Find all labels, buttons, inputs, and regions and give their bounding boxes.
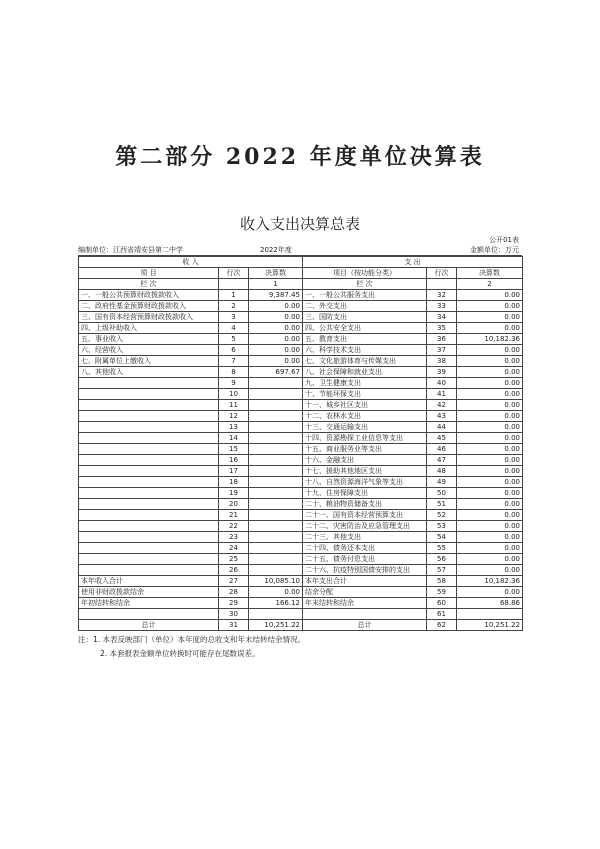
- table-row: [79, 598, 523, 609]
- expense-item: 五、教育支出: [303, 334, 427, 345]
- col-item: 项 目: [79, 268, 219, 279]
- income-item: 三、国有资本经营预算财政拨款收入: [79, 312, 219, 323]
- income-item: [79, 499, 219, 510]
- expense-amount: 0.00: [457, 411, 523, 422]
- table-row: [79, 488, 523, 499]
- income-item: 八、其他收入: [79, 367, 219, 378]
- income-amount: [249, 554, 303, 565]
- table-row: [79, 301, 523, 312]
- table-row: [79, 521, 523, 532]
- table-row: [79, 378, 523, 389]
- col-exp-row-no: 行次: [427, 268, 457, 279]
- expense-amount: 0.00: [457, 367, 523, 378]
- income-row-no: 23: [219, 532, 249, 543]
- expense-row-no: 39: [427, 367, 457, 378]
- total-income-row-no: 31: [219, 620, 249, 631]
- income-amount: [249, 378, 303, 389]
- expense-row-no: 49: [427, 477, 457, 488]
- expense-row-no: 37: [427, 345, 457, 356]
- expense-amount: 0.00: [457, 455, 523, 466]
- expense-row-no: 57: [427, 565, 457, 576]
- expense-amount: 0.00: [457, 301, 523, 312]
- table-row: [79, 290, 523, 301]
- income-row-no: 8: [219, 367, 249, 378]
- expense-header: 支 出: [303, 257, 523, 268]
- expense-row-no: 51: [427, 499, 457, 510]
- income-item: 六、经营收入: [79, 345, 219, 356]
- table-row: [79, 433, 523, 444]
- expense-item: 十四、资源勘探工业信息等支出: [303, 433, 427, 444]
- income-amount: [249, 499, 303, 510]
- income-item: 年初结转和结余: [79, 598, 219, 609]
- table-row: [79, 554, 523, 565]
- total-income-label: 总计: [79, 620, 219, 631]
- income-item: [79, 444, 219, 455]
- expense-row-no: 59: [427, 587, 457, 598]
- notes: [78, 633, 522, 661]
- table-row: [79, 323, 523, 334]
- expense-amount: [457, 609, 523, 620]
- income-amount: [249, 532, 303, 543]
- expense-item: 三、国防支出: [303, 312, 427, 323]
- expense-amount: 0.00: [457, 499, 523, 510]
- income-amount: [249, 510, 303, 521]
- expense-row-no: 38: [427, 356, 457, 367]
- expense-amount: 0.00: [457, 312, 523, 323]
- expense-item: 二十四、债务还本支出: [303, 543, 427, 554]
- expense-item: 二十六、抗疫特别国债安排的支出: [303, 565, 427, 576]
- income-item: [79, 433, 219, 444]
- income-row-no: 21: [219, 510, 249, 521]
- expense-row-no: 41: [427, 389, 457, 400]
- expense-amount: 0.00: [457, 290, 523, 301]
- total-expense-amount: 10,251.22: [457, 620, 523, 631]
- income-row-no: 27: [219, 576, 249, 587]
- income-header: 收 入: [79, 257, 303, 268]
- income-item: [79, 543, 219, 554]
- expense-row-no: 47: [427, 455, 457, 466]
- expense-item: 十六、金融支出: [303, 455, 427, 466]
- expense-row-no: 42: [427, 400, 457, 411]
- income-item: 五、事业收入: [79, 334, 219, 345]
- table-row: [79, 312, 523, 323]
- table-row: [79, 345, 523, 356]
- budget-sheet: [78, 212, 522, 661]
- expense-amount: 0.00: [457, 444, 523, 455]
- expense-amount: 0.00: [457, 565, 523, 576]
- expense-amount: 0.00: [457, 378, 523, 389]
- table-body: [79, 290, 523, 620]
- expense-item: 二十五、债务付息支出: [303, 554, 427, 565]
- money-unit: 金额单位：万元: [470, 246, 519, 254]
- expense-item: 二十二、灾害防治及应急管理支出: [303, 521, 427, 532]
- expense-amount: 0.00: [457, 400, 523, 411]
- expense-row-no: 33: [427, 301, 457, 312]
- expense-amount: 0.00: [457, 532, 523, 543]
- income-amount: [249, 521, 303, 532]
- expense-amount: 10,182.36: [457, 334, 523, 345]
- expense-amount: 0.00: [457, 543, 523, 554]
- expense-item: 十一、城乡社区支出: [303, 400, 427, 411]
- expense-row-no: 55: [427, 543, 457, 554]
- expense-row-no: 36: [427, 334, 457, 345]
- income-item: [79, 422, 219, 433]
- income-row-no: 25: [219, 554, 249, 565]
- income-row-no: 14: [219, 433, 249, 444]
- table-row: [79, 411, 523, 422]
- table-row: [79, 389, 523, 400]
- expense-row-no: 44: [427, 422, 457, 433]
- expense-row-no: 53: [427, 521, 457, 532]
- income-item: [79, 400, 219, 411]
- col-exp-amount: 决算数: [457, 268, 523, 279]
- expense-item: 八、社会保障和就业支出: [303, 367, 427, 378]
- table-row: [79, 565, 523, 576]
- table-row: [79, 587, 523, 598]
- expense-row-no: 52: [427, 510, 457, 521]
- expense-item: 四、公共安全支出: [303, 323, 427, 334]
- expense-item: 二、外交支出: [303, 301, 427, 312]
- income-row-no: 28: [219, 587, 249, 598]
- expense-item: 十五、商业服务业等支出: [303, 444, 427, 455]
- income-expense-table: [78, 256, 523, 631]
- col-exp-item: 项目（按功能分类）: [303, 268, 427, 279]
- table-row: [79, 444, 523, 455]
- income-item: 使用非财政拨款结余: [79, 587, 219, 598]
- meta-row: [78, 245, 522, 256]
- expense-item: 十八、自然资源海洋气象等支出: [303, 477, 427, 488]
- expense-amount: 0.00: [457, 477, 523, 488]
- income-item: [79, 532, 219, 543]
- income-amount: 10,085.10: [249, 576, 303, 587]
- total-expense-row-no: 62: [427, 620, 457, 631]
- income-row-no: 13: [219, 422, 249, 433]
- income-amount: [249, 543, 303, 554]
- income-item: 七、附属单位上缴收入: [79, 356, 219, 367]
- income-amount: 697.67: [249, 367, 303, 378]
- income-row-no: 20: [219, 499, 249, 510]
- expense-item: [303, 609, 427, 620]
- income-amount: [249, 411, 303, 422]
- income-row-no: 26: [219, 565, 249, 576]
- income-row-no: 2: [219, 301, 249, 312]
- expense-item: 十三、交通运输支出: [303, 422, 427, 433]
- form-number: 公开01表: [489, 236, 519, 244]
- income-item: [79, 411, 219, 422]
- unit-label: 编制单位：江西省靖安县第二中学: [78, 246, 183, 254]
- col-amount: 决算数: [249, 268, 303, 279]
- expense-amount: 0.00: [457, 389, 523, 400]
- income-amount: 166.12: [249, 598, 303, 609]
- total-row: [79, 620, 523, 631]
- income-row-no: 12: [219, 411, 249, 422]
- income-row-no: 6: [219, 345, 249, 356]
- income-item: 二、政府性基金预算财政拨款收入: [79, 301, 219, 312]
- table-row: [79, 400, 523, 411]
- income-row-no: 11: [219, 400, 249, 411]
- income-amount: 0.00: [249, 334, 303, 345]
- expense-amount: 0.00: [457, 587, 523, 598]
- table-row: [79, 334, 523, 345]
- expense-row-no: 32: [427, 290, 457, 301]
- income-item: [79, 609, 219, 620]
- expense-amount: 0.00: [457, 422, 523, 433]
- expense-item: 本年支出合计: [303, 576, 427, 587]
- empty-cell: [427, 279, 457, 290]
- year-label: 2022年度: [260, 246, 292, 254]
- table-row: [79, 422, 523, 433]
- table-row: [79, 466, 523, 477]
- income-amount: [249, 488, 303, 499]
- income-row-no: 4: [219, 323, 249, 334]
- income-amount: 0.00: [249, 587, 303, 598]
- income-amount: [249, 477, 303, 488]
- part-title: 第二部分 2022 年度单位决算表: [115, 144, 485, 170]
- income-item: [79, 477, 219, 488]
- income-row-no: 5: [219, 334, 249, 345]
- income-amount: [249, 389, 303, 400]
- income-row-no: 19: [219, 488, 249, 499]
- expense-item: 十二、农林水支出: [303, 411, 427, 422]
- expense-row-no: 61: [427, 609, 457, 620]
- expense-amount: 0.00: [457, 356, 523, 367]
- table-row: [79, 576, 523, 587]
- income-item: [79, 378, 219, 389]
- expense-row-no: 54: [427, 532, 457, 543]
- expense-item: 十七、援助其他地区支出: [303, 466, 427, 477]
- expense-amount: 0.00: [457, 433, 523, 444]
- income-item: 一、一般公共预算财政拨款收入: [79, 290, 219, 301]
- income-item: [79, 521, 219, 532]
- income-item: 四、上级补助收入: [79, 323, 219, 334]
- expense-item: 年末结转和结余: [303, 598, 427, 609]
- income-item: [79, 554, 219, 565]
- table-title: 收入支出决算总表: [239, 215, 360, 233]
- expense-amount: 10,182.36: [457, 576, 523, 587]
- table-row: [79, 367, 523, 378]
- expense-amount: 0.00: [457, 345, 523, 356]
- col-index-label: 栏 次: [79, 279, 219, 290]
- income-amount: 9,387.45: [249, 290, 303, 301]
- expense-item: 七、文化旅游体育与传媒支出: [303, 356, 427, 367]
- col-index-income: 1: [249, 279, 303, 290]
- expense-item: 十九、住房保障支出: [303, 488, 427, 499]
- expense-item: 二十一、国有资本经营预算支出: [303, 510, 427, 521]
- expense-amount: 0.00: [457, 488, 523, 499]
- col-row-no: 行次: [219, 268, 249, 279]
- expense-item: 结余分配: [303, 587, 427, 598]
- total-expense-label: 总计: [303, 620, 427, 631]
- income-row-no: 10: [219, 389, 249, 400]
- expense-item: 二十、粮油物资储备支出: [303, 499, 427, 510]
- table-row: [79, 455, 523, 466]
- note-2: 2. 本套报表金额单位转换时可能存在尾数误差。: [100, 649, 260, 658]
- income-row-no: 3: [219, 312, 249, 323]
- expense-row-no: 46: [427, 444, 457, 455]
- empty-cell: [219, 279, 249, 290]
- table-row: [79, 499, 523, 510]
- expense-amount: 0.00: [457, 554, 523, 565]
- expense-amount: 0.00: [457, 510, 523, 521]
- col-index-exp: 2: [457, 279, 523, 290]
- income-amount: [249, 433, 303, 444]
- expense-row-no: 34: [427, 312, 457, 323]
- expense-row-no: 45: [427, 433, 457, 444]
- income-row-no: 24: [219, 543, 249, 554]
- expense-row-no: 48: [427, 466, 457, 477]
- income-row-no: 16: [219, 455, 249, 466]
- income-row-no: 22: [219, 521, 249, 532]
- income-row-no: 7: [219, 356, 249, 367]
- table-row: [79, 356, 523, 367]
- income-row-no: 17: [219, 466, 249, 477]
- table-row: [79, 532, 523, 543]
- expense-row-no: 58: [427, 576, 457, 587]
- expense-row-no: 50: [427, 488, 457, 499]
- income-amount: [249, 609, 303, 620]
- income-item: [79, 488, 219, 499]
- income-row-no: 30: [219, 609, 249, 620]
- income-amount: [249, 466, 303, 477]
- income-row-no: 15: [219, 444, 249, 455]
- income-amount: [249, 565, 303, 576]
- expense-amount: 0.00: [457, 521, 523, 532]
- income-amount: [249, 455, 303, 466]
- total-income-amount: 10,251.22: [249, 620, 303, 631]
- income-amount: 0.00: [249, 312, 303, 323]
- table-row: [79, 609, 523, 620]
- income-row-no: 9: [219, 378, 249, 389]
- income-item: [79, 455, 219, 466]
- income-row-no: 1: [219, 290, 249, 301]
- income-amount: 0.00: [249, 356, 303, 367]
- income-amount: [249, 422, 303, 433]
- income-item: 本年收入合计: [79, 576, 219, 587]
- expense-item: 一、一般公共服务支出: [303, 290, 427, 301]
- table-row: [79, 543, 523, 554]
- expense-row-no: 56: [427, 554, 457, 565]
- income-item: [79, 565, 219, 576]
- col-index-exp-label: 栏 次: [303, 279, 427, 290]
- expense-amount: 0.00: [457, 466, 523, 477]
- income-amount: [249, 444, 303, 455]
- income-item: [79, 466, 219, 477]
- expense-row-no: 40: [427, 378, 457, 389]
- income-amount: 0.00: [249, 345, 303, 356]
- expense-item: 十、节能环保支出: [303, 389, 427, 400]
- income-item: [79, 510, 219, 521]
- expense-row-no: 43: [427, 411, 457, 422]
- income-item: [79, 389, 219, 400]
- expense-item: 二十三、其他支出: [303, 532, 427, 543]
- table-row: [79, 510, 523, 521]
- income-amount: 0.00: [249, 323, 303, 334]
- expense-amount: 68.86: [457, 598, 523, 609]
- income-row-no: 18: [219, 477, 249, 488]
- expense-row-no: 60: [427, 598, 457, 609]
- income-row-no: 29: [219, 598, 249, 609]
- expense-amount: 0.00: [457, 323, 523, 334]
- expense-item: 九、卫生健康支出: [303, 378, 427, 389]
- income-amount: 0.00: [249, 301, 303, 312]
- table-row: [79, 477, 523, 488]
- note-1: 注：1. 本表反映部门（单位）本年度的总收支和年末结转结余情况。: [78, 635, 306, 644]
- expense-item: 六、科学技术支出: [303, 345, 427, 356]
- income-amount: [249, 400, 303, 411]
- expense-row-no: 35: [427, 323, 457, 334]
